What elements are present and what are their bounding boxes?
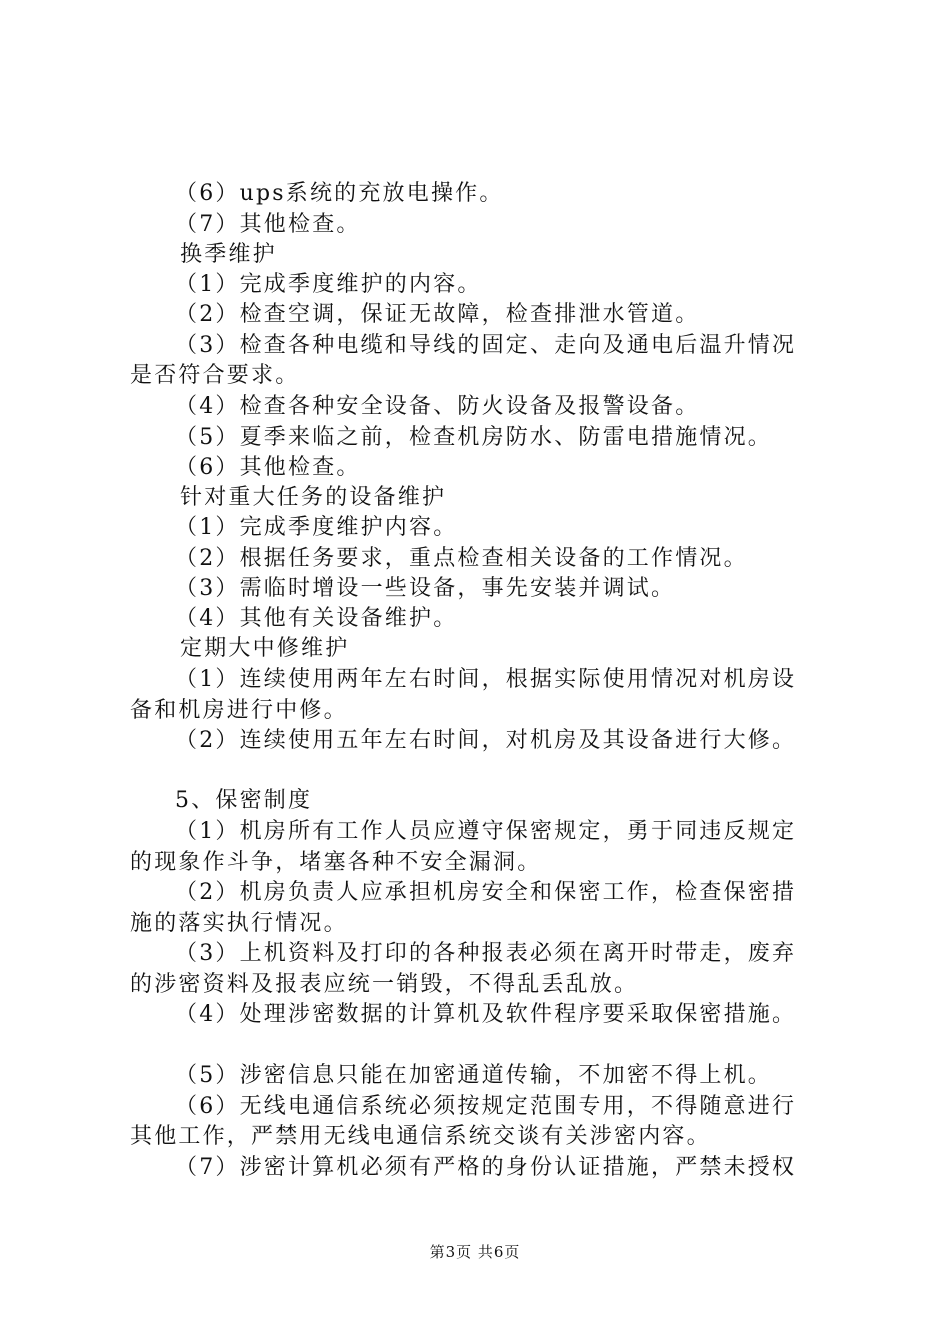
text-line: （2）连续使用五年左右时间，对机房及其设备进行大修。 (175, 728, 797, 753)
text-line: （1）机房所有工作人员应遵守保密规定，勇于同违反规定 (175, 819, 797, 844)
text-line: （1）完成季度维护内容。 (175, 515, 458, 540)
text-line: （5）涉密信息只能在加密通道传输，不加密不得上机。 (175, 1063, 772, 1088)
text-line: （6）ups系统的充放电操作。 (175, 181, 504, 206)
text-line: 的现象作斗争，堵塞各种不安全漏洞。 (130, 850, 542, 875)
text-line: （4）其他有关设备维护。 (175, 606, 458, 631)
text-line: （1）完成季度维护的内容。 (175, 272, 482, 297)
text-line: （7）涉密计算机必须有严格的身份认证措施，严禁未授权 (175, 1155, 797, 1180)
text-line: 其他工作，严禁用无线电通信系统交谈有关涉密内容。 (130, 1124, 711, 1149)
text-line: （3）上机资料及打印的各种报表必须在离开时带走，废弃 (175, 941, 797, 966)
text-line: （5）夏季来临之前，检查机房防水、防雷电措施情况。 (175, 425, 772, 450)
text-line: 备和机房进行中修。 (130, 698, 348, 723)
text-line: （2）机房负责人应承担机房安全和保密工作，检查保密措 (175, 880, 797, 905)
text-line: （6）其他检查。 (175, 455, 361, 480)
page-number-footer: 第3页 共6页 (429, 1243, 521, 1261)
text-line: （2）根据任务要求，重点检查相关设备的工作情况。 (175, 546, 748, 571)
section-heading: 换季维护 (180, 242, 277, 267)
text-line: （4）处理涉密数据的计算机及软件程序要采取保密措施。 (175, 1002, 797, 1027)
text-line: （1）连续使用两年左右时间，根据实际使用情况对机房设 (175, 667, 797, 692)
text-line: （3）检查各种电缆和导线的固定、走向及通电后温升情况 (175, 333, 797, 358)
text-line: 的涉密资料及报表应统一销毁，不得乱丢乱放。 (130, 972, 639, 997)
section-heading: 针对重大任务的设备维护 (180, 485, 447, 510)
text-line: （2）检查空调，保证无故障，检查排泄水管道。 (175, 302, 700, 327)
text-line: （4）检查各种安全设备、防火设备及报警设备。 (175, 394, 700, 419)
section-heading: 定期大中修维护 (180, 636, 350, 661)
text-line: （6）无线电通信系统必须按规定范围专用，不得随意进行 (175, 1094, 797, 1119)
text-line: （3）需临时增设一些设备，事先安装并调试。 (175, 576, 676, 601)
text-line: （7）其他检查。 (175, 212, 361, 237)
section-heading: 5、保密制度 (175, 788, 313, 813)
text-line: 施的落实执行情况。 (130, 911, 348, 936)
text-line: 是否符合要求。 (130, 363, 300, 388)
